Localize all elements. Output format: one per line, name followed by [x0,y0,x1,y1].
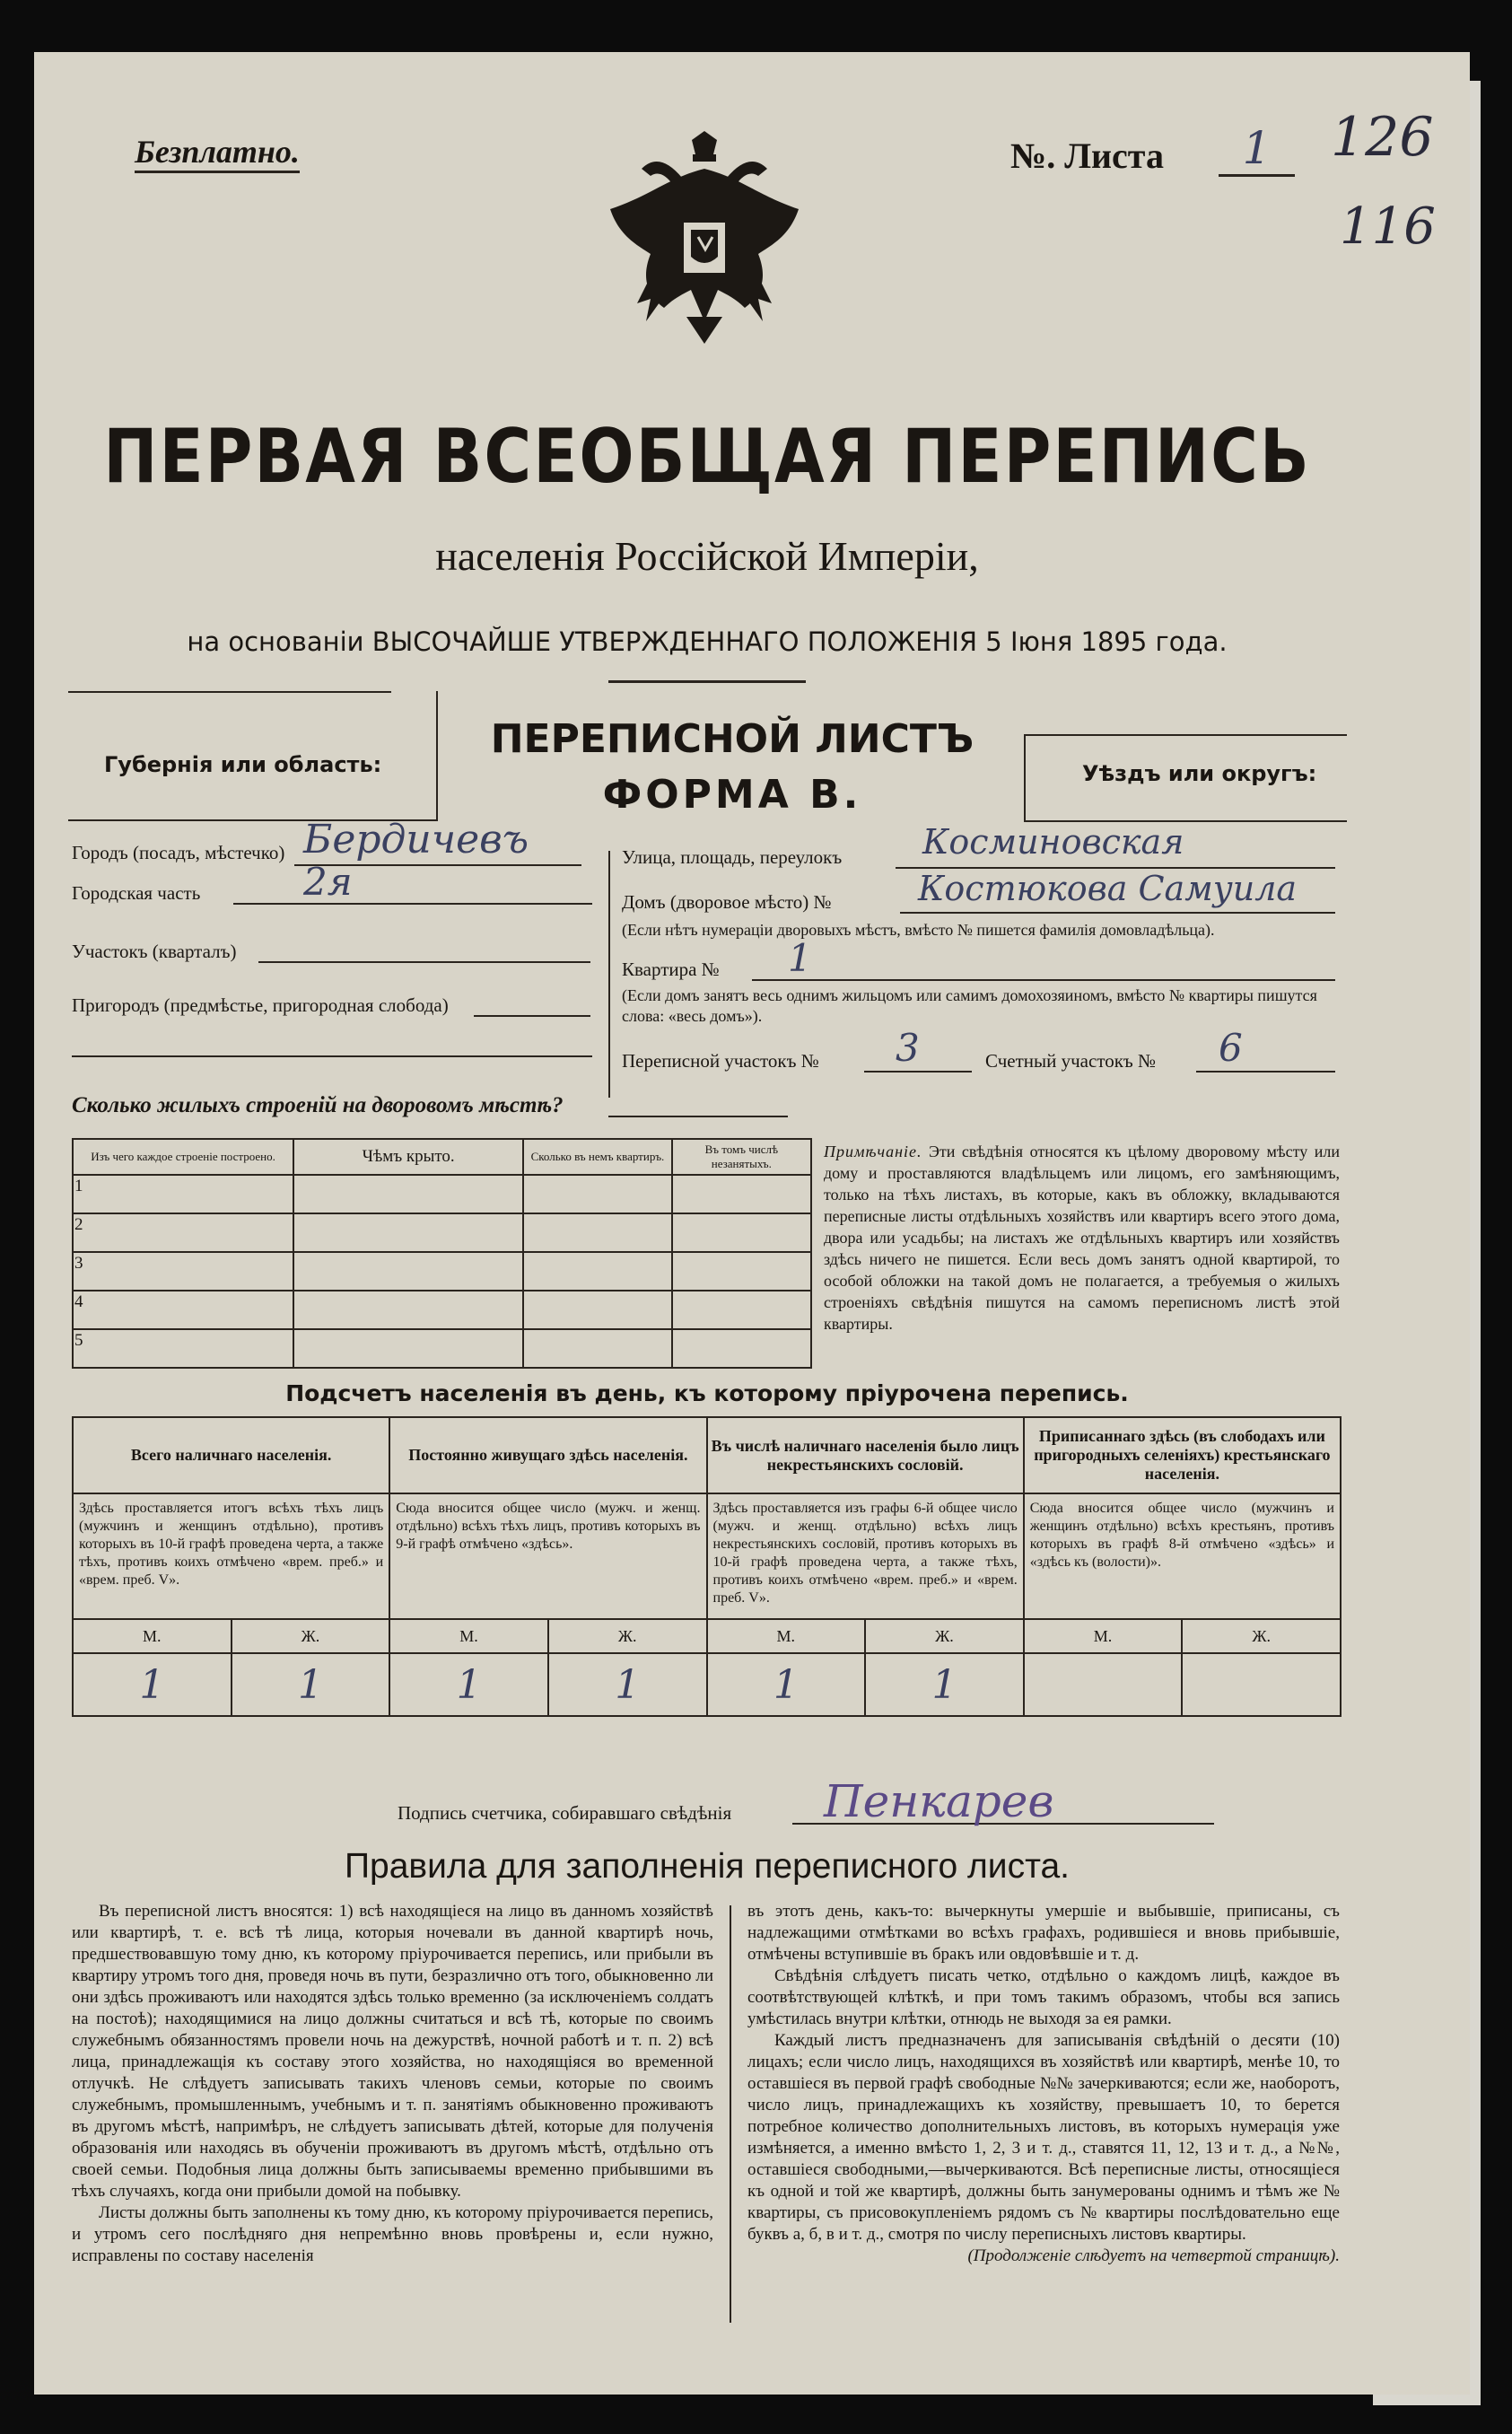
tally-title: Подсчетъ населенія въ день, къ которому пріурочена перепись. [285,1380,1129,1406]
tally-head-permanent: Постоянно живущаго здѣсь населенія. [389,1417,706,1493]
buildings-header-material: Изъ чего каждое строеніе построено. [73,1139,293,1175]
buildings-header-roof: Чѣмъ крыто. [293,1139,523,1175]
house-value: Костюкова Самуила [918,869,1298,908]
city-value: Бердичевъ [303,817,529,862]
subtitle: населенія Россійской Имперіи, [435,533,979,579]
rules-continued: (Продолженіе слѣдуетъ на четвертой страницѣ). [967,2246,1340,2265]
rules-left-paragraph: Листы должны быть заполнены къ тому дню, къ которому пріурочивается перепись, и утромъ сего послѣдняго дня непремѣнно вновь провѣрены и, если нужно, исправлены по составу населенія [72,2203,713,2265]
house-label: Домъ (дворовое мѣсто) № [622,891,832,913]
rules-right-paragraph: Свѣдѣнія слѣдуетъ писать четко, отдѣльно о каждомъ лицѣ, каждое въ соотвѣтствующей клѣткѣ, и при томъ такимъ образомъ, чтобы вся запись умѣстилась внутри клѣтки, отнюдь не выходя за ея рамки. [747,1966,1340,2028]
buildings-header-apartments: Сколько въ немъ квартиръ. [523,1139,671,1175]
legal-basis: на основаніи ВЫСОЧАЙШЕ УТВЕРЖДЕННАГО ПОЛОЖЕНІЯ 5 Іюня 1895 года. [187,626,1228,657]
tally-desc-permanent: Сюда вносится общее число (мужч. и женщ. отдѣльно) всѣхъ тѣхъ лицъ, противъ которыхъ въ 9-й графѣ отмѣчено «здѣсь». [389,1493,706,1619]
city-part-label: Городская часть [72,882,201,904]
main-title: ПЕРВАЯ ВСЕОБЩАЯ ПЕРЕПИСЬ [103,412,1311,500]
tally-head-non-peasant: Въ числѣ наличнаго населенія было лицъ некрестьянскихъ сословій. [707,1417,1024,1493]
buildings-row-number: 2 [73,1213,293,1252]
tally-value-peasant-f [1182,1653,1341,1716]
uchastok-label: Участокъ (кварталъ) [72,941,237,962]
form-letter: ФОРМА В. [602,772,862,818]
tally-f-label: Ж. [865,1619,1024,1653]
archive-number-1: 126 [1331,106,1434,169]
tally-m-label: М. [73,1619,232,1653]
street-value: Косминовская [922,822,1184,862]
buildings-row-number: 5 [73,1329,293,1368]
address-divider [608,851,610,1098]
tally-value-non-peasant-m: 1 [707,1653,866,1716]
street-label: Улица, площадь, переулокъ [622,846,843,868]
signature-value: Пенкарев [824,1775,1054,1827]
buildings-question-line [608,1116,788,1117]
double-headed-eagle-emblem [601,124,808,357]
tally-f-label: Ж. [232,1619,390,1653]
apartment-label: Квартира № [622,959,720,980]
census-district-value: 3 [896,1026,920,1070]
prigorod-line [474,1015,590,1017]
counting-district-label: Счетный участокъ № [985,1050,1157,1072]
free-label: Безплатно. [135,133,300,173]
buildings-row-number: 3 [73,1252,293,1291]
tally-value-permanent-m: 1 [389,1653,548,1716]
tally-value-non-peasant-f: 1 [865,1653,1024,1716]
buildings-header-vacant: Въ томъ числѣ незанятыхъ. [672,1139,811,1175]
uezd-label: Уѣздъ или округъ: [1082,761,1317,786]
tally-value-present-f: 1 [232,1653,390,1716]
tally-value-present-m: 1 [73,1653,232,1716]
rules-divider [730,1905,731,2323]
buildings-note [824,1141,1340,1335]
counting-district-value: 6 [1219,1026,1243,1070]
rules-left-column [72,1901,713,2267]
tally-head-present: Всего наличнаго населенія. [73,1417,389,1493]
tally-f-label: Ж. [1182,1619,1341,1653]
rules-title: Правила для заполненія переписного листа. [344,1847,1071,1886]
city-part-value: 2я [303,860,353,904]
sheet-number-value: 1 [1219,122,1295,177]
tally-desc-peasant: Сюда вносится общее число (мужчинъ и женщинъ отдѣльно) всѣхъ крестьянъ, противъ которыхъ въ графѣ 8-й отмѣчено «здѣсь» и «здѣсь къ (волости)». [1024,1493,1341,1619]
tally-head-peasant: Приписаннаго здѣсь (въ слободахъ или пригородныхъ селеніяхъ) крестьянскаго населенія. [1024,1417,1341,1493]
rules-right-column [747,1901,1340,2267]
buildings-row-number: 1 [73,1175,293,1213]
tally-m-label: М. [389,1619,548,1653]
tally-desc-non-peasant: Здѣсь проставляется изъ графы 6-й общее число (мужч. и женщ. отдѣльно) всѣхъ лицъ некрестьянскихъ сословій, противъ которыхъ въ 10-й графѣ проведена черта, а также тѣхъ, противъ коихъ отмѣчено «врем. преб.» и «врем. преб. V». [707,1493,1024,1619]
tally-value-permanent-f: 1 [548,1653,707,1716]
census-district-label: Переписной участокъ № [622,1050,819,1072]
prigorod-line-2 [72,1055,592,1057]
census-sheet [34,52,1470,2395]
counting-district-line [1196,1071,1335,1073]
archive-number-2: 116 [1340,197,1436,256]
form-header-block [68,680,1342,833]
tally-m-label: М. [707,1619,866,1653]
apartment-note: (Если домъ занятъ весь однимъ жильцомъ или самимъ домохозяиномъ, вмѣсто № квартиры пишутся слова: «весь домъ»). [622,986,1317,1025]
tally-table [72,1416,1342,1717]
tally-f-label: Ж. [548,1619,707,1653]
buildings-note-text: Эти свѣдѣнія относятся къ цѣлому дворовому мѣсту или дому и проставляются владѣльцемъ или лицомъ, его замѣняющимъ, только на тѣхъ листахъ, въ которые, какъ въ обложку, вкладываются переписные листы отдѣльныхъ хозяйствъ или квартиръ всего этого дома, двора или усадьбы; на листахъ же отдѣльныхъ квартиръ или хозяйствъ здѣсь ничего не пишется. Если весь домъ занятъ одной квартирой, то особой обложки на такой домъ не полагается, а требуемыя о жилыхъ строеніяхъ свѣдѣнія пишутся на самомъ переписномъ листѣ этой квартиры. [824,1143,1340,1333]
buildings-table [72,1138,812,1369]
buildings-question: Сколько жилыхъ строеній на дворовомъ мѣстѣ? [72,1093,564,1117]
house-note: (Если нѣтъ нумераціи дворовыхъ мѣстъ, вмѣсто № пишется фамилія домовладѣльца). [622,921,1215,939]
city-part-line [233,903,592,905]
signature-label: Подпись счетчика, собиравшаго свѣдѣнія [398,1802,732,1824]
rules-right-paragraph: Каждый листъ предназначенъ для записыванія свѣдѣній о десяти (10) лицахъ; если число лицъ, находящихся въ хозяйствѣ или квартирѣ, менѣе 10, то оставшіеся въ первой графѣ свободные №№ зачеркиваются; если же, наоборотъ, число лицъ, принадлежащихъ къ хозяйству, превышаетъ 10, то берется потребное количество дополнительныхъ листовъ, въ которыхъ нумерація уже измѣняется, а именно вмѣсто 1, 2, 3 и т. д., ставятся 11, 12, 13 и т. д., а №№, оставшіеся свободными,—вычеркиваются. Всѣ переписные листы, относящіеся къ одной и той же квартирѣ, должны быть занумерованы однимъ и тѣмъ же № квартиры, съ присовокупленіемъ рядомъ съ № квартиры послѣдовательно еще буквъ а, б, в и т. д., смотря по числу переписныхъ листовъ квартиры. [747,2031,1340,2244]
prigorod-label: Пригородъ (предмѣстье, пригородная слобода) [72,994,449,1016]
tally-desc-present: Здѣсь проставляется итогъ всѣхъ тѣхъ лицъ (мужчинъ и женщинъ отдѣльно), противъ которыхъ въ 10-й графѣ проведена черта, а также тѣхъ, противъ коихъ отмѣчено «врем. преб.» и «врем. преб. V». [73,1493,389,1619]
tally-value-peasant-m [1024,1653,1183,1716]
rules-left-paragraph: Въ переписной листъ вносятся: 1) всѣ находящіеся на лицо въ данномъ хозяйствѣ или квартирѣ, т. е. всѣ тѣ лица, которыя ночевали въ данной квартирѣ ночь, предшествовавшую тому дню, къ которому пріурочивается перепись, или прибыли въ квартиру утромъ того дня, проведя ночь въ пути, безразлично отъ того, обыкновенно ли они здѣсь проживаютъ или находятся здѣсь только временно (за исключеніемъ солдатъ на постоѣ); находящимися на лицо должны считаться и всѣ тѣ, которые по своимъ служебнымъ обязанностямъ провели ночь на дежурствѣ, ночной работѣ и т. п. 2) всѣ лица, принадлежащія къ составу этого хозяйства, но находящіяся во временной отлучкѣ. Не слѣдуетъ записывать такихъ членовъ семьи, которые по своимъ служебнымъ, промышленнымъ, учебнымъ и т. п. занятіямъ обыкновенно проживаютъ въ другомъ мѣстѣ, напримѣръ, не слѣдуетъ записывать дѣтей, которые для полученія образованія или находясь въ обученіи проживаютъ въ другомъ мѣстѣ, отдѣльно отъ своей семьи. Подобныя лица должны быть записываемы временно прибывшими въ тѣхъ случаяхъ, когда они прибыли домой на побывку. [72,1902,713,2201]
buildings-note-label: Примѣчаніе. [824,1143,922,1160]
buildings-row-number: 4 [73,1291,293,1329]
uchastok-line [258,961,590,963]
guberniya-label: Губернія или область: [104,752,382,777]
apartment-value: 1 [788,936,812,980]
form-title: ПЕРЕПИСНОЙ ЛИСТЪ [490,716,974,762]
tally-m-label: М. [1024,1619,1183,1653]
city-label: Городъ (посадъ, мѣстечко) [72,842,285,863]
rules-right-paragraph: въ этотъ день, какъ-то: вычеркнуты умершіе и выбывшіе, приписаны, съ надлежащими отмѣтками во всѣхъ графахъ, родившіеся и вновь прибывшіе, отмѣчены вступившіе въ бракъ или овдовѣвшіе и т. д. [747,1902,1340,1964]
census-district-line [864,1071,972,1073]
apartment-line [752,979,1335,981]
house-line [900,912,1335,914]
sheet-number-label: №. Листа [1010,136,1164,176]
